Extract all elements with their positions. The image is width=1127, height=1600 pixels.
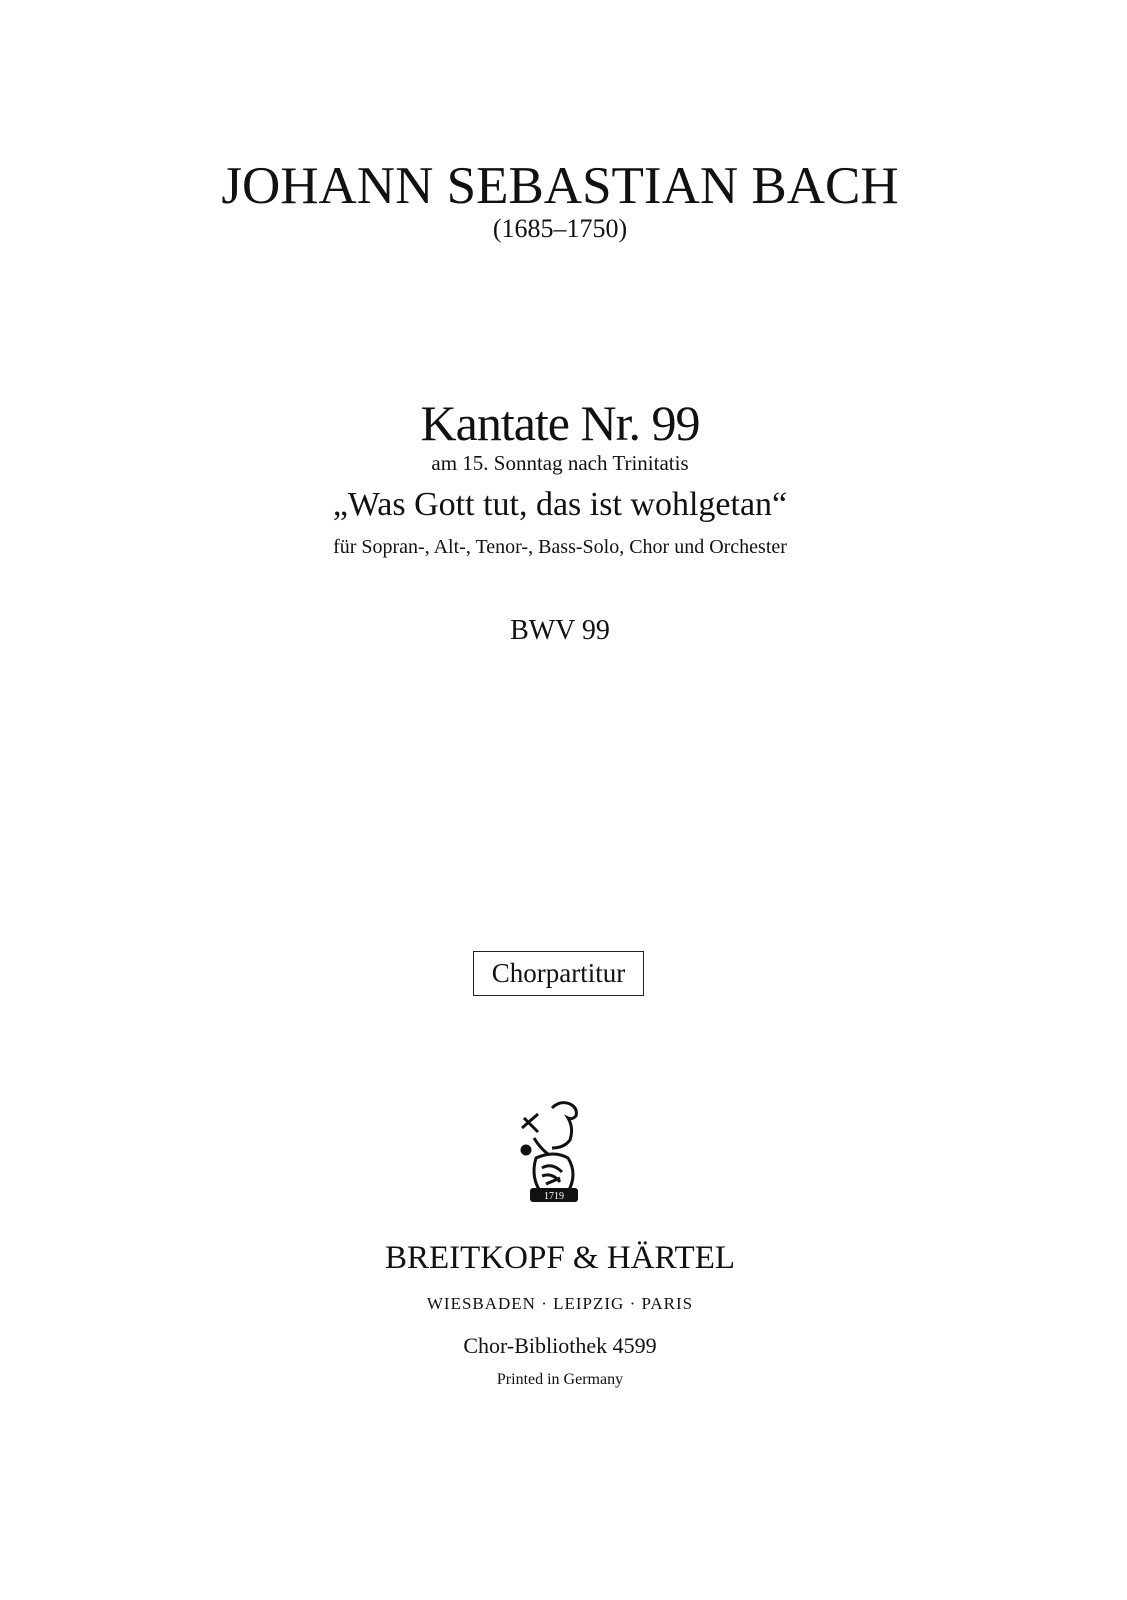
composer-name: JOHANN SEBASTIAN BACH <box>221 157 899 215</box>
work-subtitle: „Was Gott tut, das ist wohlgetan“ <box>332 486 788 523</box>
work-scoring: für Sopran-, Alt-, Tenor-, Bass-Solo, Chor und Orchester <box>333 536 787 558</box>
printed-in: Printed in Germany <box>496 1371 624 1388</box>
work-title: Kantate Nr. 99 <box>420 395 700 451</box>
logo-year: 1719 <box>544 1191 564 1202</box>
publisher-cities: WIESBADEN · LEIPZIG · PARIS <box>426 1294 694 1313</box>
edition-type-box: Chorpartitur <box>473 951 644 996</box>
publisher-name: BREITKOPF & HÄRTEL <box>384 1240 736 1276</box>
catalog-number: BWV 99 <box>510 615 610 646</box>
series-number: Chor-Bibliothek 4599 <box>463 1333 657 1358</box>
composer-dates: (1685–1750) <box>492 214 628 243</box>
work-occasion: am 15. Sonntag nach Trinitatis <box>431 451 689 475</box>
publisher-logo-icon <box>512 1098 592 1206</box>
